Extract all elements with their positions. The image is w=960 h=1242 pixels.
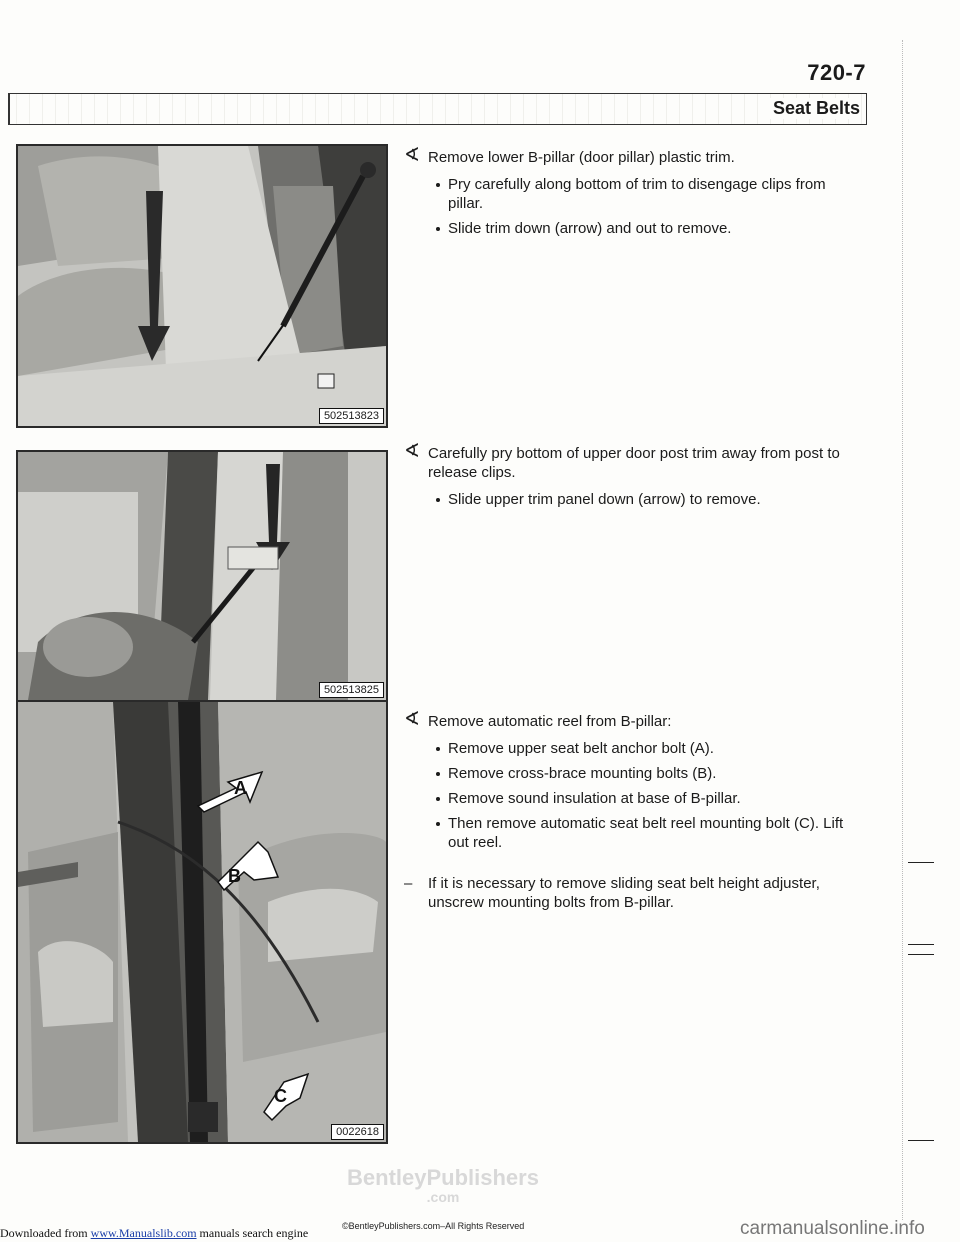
callout-label-c: C (274, 1086, 287, 1106)
figure-lower-b-pillar (16, 144, 388, 428)
bullet-item: Remove cross-brace mounting bolts (B). (448, 764, 854, 783)
instruction-block-1 (404, 145, 854, 244)
step-2-bullets (404, 490, 854, 509)
photo-upper-door-post-trim (18, 452, 386, 700)
step-text: Remove automatic reel from B-pillar: (428, 713, 672, 730)
section-header-band (8, 93, 867, 125)
figure-id: 502513825 (319, 682, 384, 698)
bullet-item: Pry carefully along bottom of trim to disengage clips from pillar. (448, 175, 854, 213)
figure-upper-door-post (16, 450, 388, 702)
instruction-block-2 (404, 441, 854, 515)
section-title: Seat Belts (769, 98, 860, 119)
note-height-adjuster (404, 874, 854, 912)
publisher-watermark: BentleyPublishers .com (347, 1165, 539, 1205)
pointer-left-icon: ∢ (404, 709, 420, 730)
page-number: 720-7 (807, 60, 866, 85)
callout-label-b: B (228, 866, 241, 886)
figure-id: 502513823 (319, 408, 384, 424)
download-notice: Downloaded from www.Manualslib.com manuals search engine (0, 1226, 309, 1240)
step-text: Carefully pry bottom of upper door post trim away from post to release clips. (428, 445, 840, 481)
margin-tick (908, 954, 934, 955)
bullet-item: Remove upper seat belt anchor bolt (A). (448, 739, 854, 758)
pointer-left-icon: ∢ (404, 441, 420, 462)
margin-tick (908, 944, 934, 945)
margin-tick (908, 1140, 934, 1141)
instruction-block-3 (404, 709, 854, 912)
copyright-notice: ©BentleyPublishers.com–All Rights Reserved (342, 1221, 525, 1231)
step-3-bullets (404, 739, 854, 852)
photo-lower-b-pillar-trim (18, 146, 386, 426)
margin-guide (902, 40, 903, 1220)
manualslib-link[interactable]: www.Manualslib.com (90, 1226, 197, 1240)
photo-b-pillar-belt-reel (18, 702, 386, 1142)
step-2 (404, 441, 854, 482)
bullet-item: Then remove automatic seat belt reel mounting bolt (C). Lift out reel. (448, 814, 854, 852)
bullet-item: Remove sound insulation at base of B-pillar. (448, 789, 854, 808)
pointer-left-icon: ∢ (404, 145, 420, 166)
site-watermark: carmanualsonline.info (740, 1218, 925, 1239)
note-text: If it is necessary to remove sliding seat belt height adjuster, unscrew mounting bolts from B-pillar. (428, 875, 820, 911)
step-text: Remove lower B-pillar (door pillar) plastic trim. (428, 149, 735, 166)
margin-tick (908, 862, 934, 863)
bullet-item: Slide trim down (arrow) and out to remove. (448, 219, 854, 238)
dash-marker: – (404, 875, 413, 892)
figure-b-pillar-reel (16, 700, 388, 1144)
bullet-item: Slide upper trim panel down (arrow) to remove. (448, 490, 854, 509)
callout-label-a: A (234, 778, 247, 798)
step-1 (404, 145, 854, 167)
figure-id: 0022618 (331, 1124, 384, 1140)
step-1-bullets (404, 175, 854, 238)
step-3 (404, 709, 854, 731)
